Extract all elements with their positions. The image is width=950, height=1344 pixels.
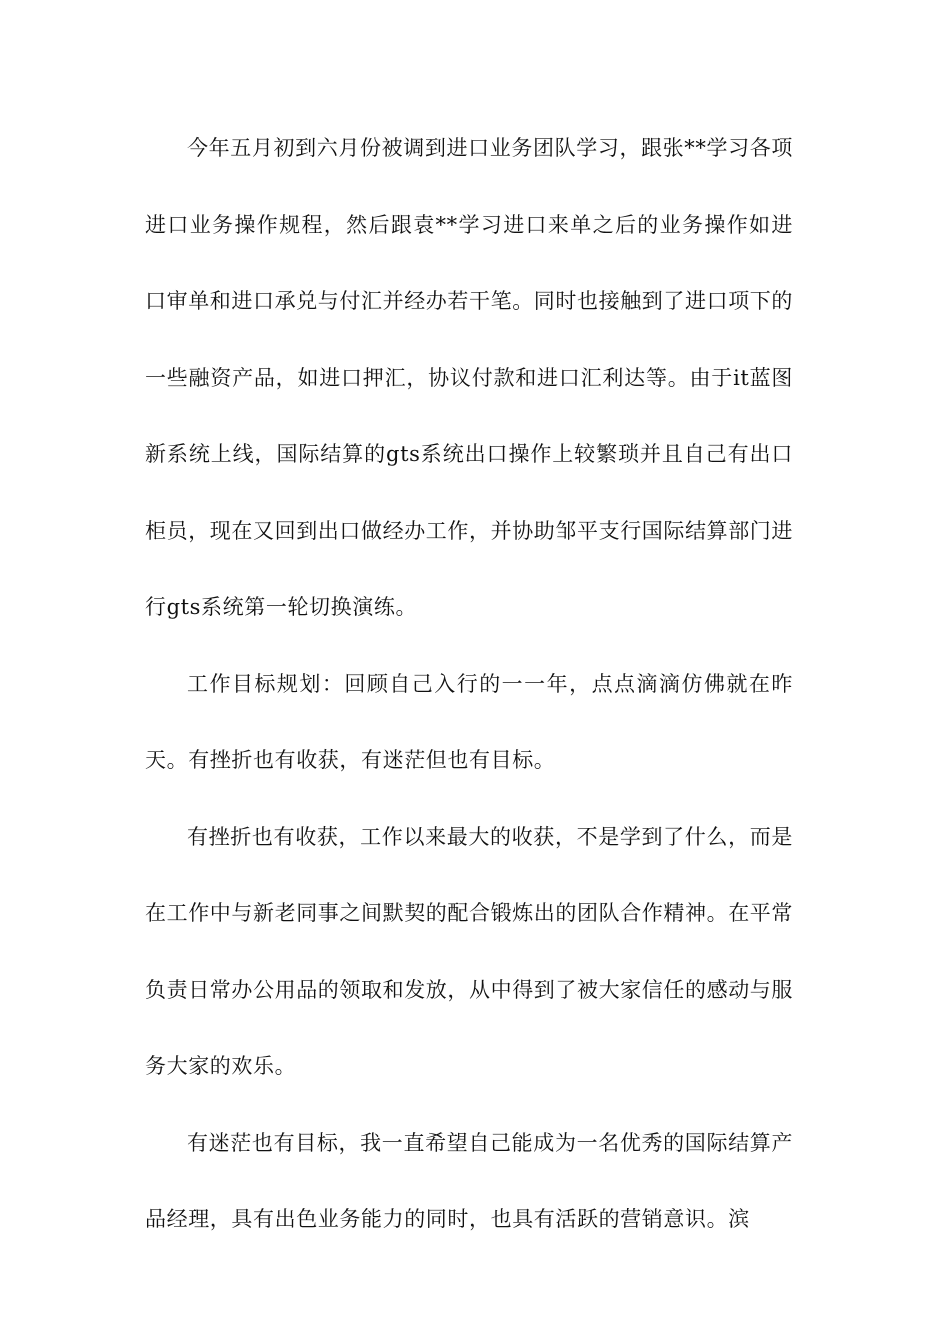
paragraph-setbacks-and-gains: 有挫折也有收获，工作以来最大的收获，不是学到了什么，而是在工作中与新老同事之间默契的配合锻炼出的团队合作精神。在平常负责日常办公用品的领取和发放，从中得到了被大家信任的感动与服务大家的欢乐。	[145, 824, 793, 1078]
document-body	[145, 110, 793, 1258]
paragraph-import-training: 今年五月初到六月份被调到进口业务团队学习，跟张**学习各项进口业务操作规程，然后跟袁**学习进口来单之后的业务操作如进口审单和进口承兑与付汇并经办若干笔。同时也接触到了进口项下的一些融资产品，如进口押汇，协议付款和进口汇利达等。由于it蓝图新系统上线，国际结算的gts系统出口操作上较繁琐并且自己有出口柜员，现在又回到出口做经办工作，并协助邹平支行国际结算部门进行gts系统第一轮切换演练。	[145, 136, 793, 619]
paragraph-confusion-and-goals: 有迷茫也有目标，我一直希望自己能成为一名优秀的国际结算产品经理，具有出色业务能力的同时，也具有活跃的营销意识。滨	[145, 1130, 793, 1231]
paragraph-work-goal-planning: 工作目标规划：回顾自己入行的一一年，点点滴滴仿佛就在昨天。有挫折也有收获，有迷茫但也有目标。	[145, 671, 793, 772]
